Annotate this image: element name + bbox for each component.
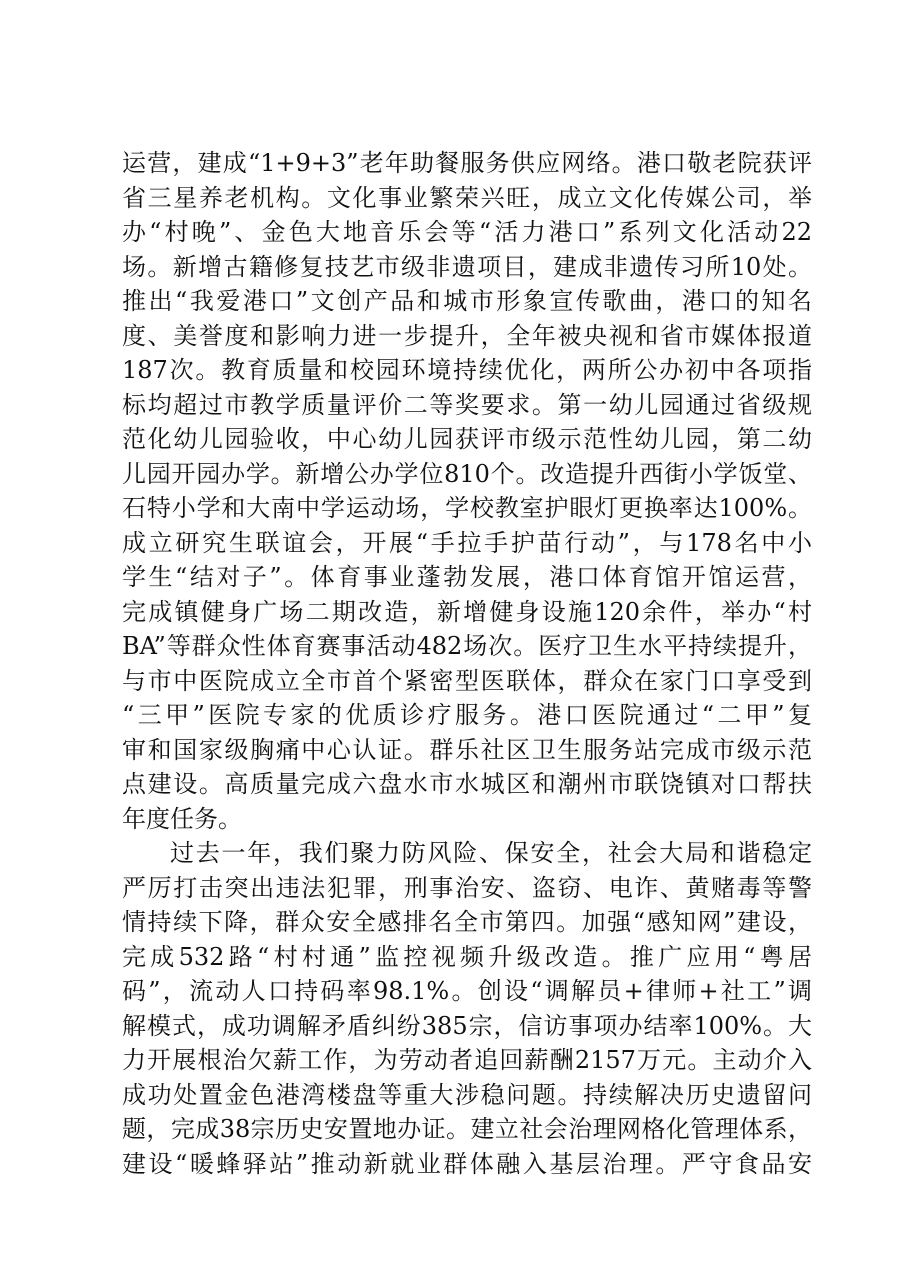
text-line: 建设“暖蜂驿站”推动新就业群体融入基层治理。严守食品安 — [122, 1149, 812, 1178]
text-line: 力开展根治欠薪工作，为劳动者追回薪酬2157万元。主动介入 — [122, 1046, 812, 1074]
text-line: 省三星养老机构。文化事业繁荣兴旺，成立文化传媒公司，举 — [122, 183, 812, 212]
text-line: “三甲”医院专家的优质诊疗服务。港口医院通过“二甲”复 — [122, 701, 812, 729]
text-line: 完成532路“村村通”监控视频升级改造。推广应用“粤居 — [122, 942, 812, 971]
text-line: 187次。教育质量和校园环境持续优化，两所公办初中各项指 — [122, 356, 812, 384]
text-line: 严厉打击突出违法犯罪，刑事治安、盗窃、电诈、黄赌毒等警 — [122, 873, 812, 902]
text-line: 与市中医院成立全市首个紧密型医联体，群众在家门口享受到 — [122, 666, 812, 695]
text-line: 运营，建成“1+9+3”老年助餐服务供应网络。港口敬老院获评 — [122, 149, 812, 177]
paragraph-start-line: 过去一年，我们聚力防风险、保安全，社会大局和谐稳定 — [170, 839, 812, 867]
text-line: 度、美誉度和影响力进一步提升，全年被央视和省市媒体报道 — [122, 321, 812, 350]
text-line: 学生“结对子”。体育事业蓬勃发展，港口体育馆开馆运营， — [122, 563, 812, 591]
text-line: 儿园开园办学。新增公办学位810个。改造提升西街小学饭堂、 — [122, 459, 812, 488]
text-line: 题，完成38宗历史安置地办证。建立社会治理网格化管理体系， — [122, 1115, 812, 1143]
text-line: 石特小学和大南中学运动场，学校教室护眼灯更换率达100%。 — [122, 494, 812, 522]
text-line: 成功处置金色港湾楼盘等重大涉稳问题。持续解决历史遗留问 — [122, 1080, 812, 1109]
text-line: 点建设。高质量完成六盘水市水城区和潮州市联饶镇对口帮扶 — [122, 770, 812, 798]
text-line: 审和国家级胸痛中心认证。群乐社区卫生服务站完成市级示范 — [122, 735, 812, 764]
text-line: 办“村晚”、金色大地音乐会等“活力港口”系列文化活动22 — [122, 218, 812, 246]
text-line: 完成镇健身广场二期改造，新增健身设施120余件，举办“村 — [122, 597, 812, 626]
text-line: 解模式，成功调解矛盾纠纷385宗，信访事项办结率100%。大 — [122, 1011, 812, 1040]
text-line: 场。新增古籍修复技艺市级非遗项目，建成非遗传习所10处。 — [122, 252, 812, 281]
text-line: 成立研究生联谊会，开展“手拉手护苗行动”，与178名中小 — [122, 528, 812, 557]
text-line: 标均超过市教学质量评价二等奖要求。第一幼儿园通过省级规 — [122, 390, 812, 419]
text-line: 情持续下降，群众安全感排名全市第四。加强“感知网”建设， — [122, 908, 812, 936]
text-line: BA”等群众性体育赛事活动482场次。医疗卫生水平持续提升， — [122, 632, 812, 660]
body-text — [122, 146, 812, 1181]
text-line: 码”，流动人口持码率98.1%。创设“调解员+律师+社工”调 — [122, 977, 812, 1005]
paragraph-end-line: 年度任务。 — [122, 804, 242, 833]
text-line: 范化幼儿园验收，中心幼儿园获评市级示范性幼儿园，第二幼 — [122, 425, 812, 453]
text-line: 推出“我爱港口”文创产品和城市形象宣传歌曲，港口的知名 — [122, 287, 812, 315]
